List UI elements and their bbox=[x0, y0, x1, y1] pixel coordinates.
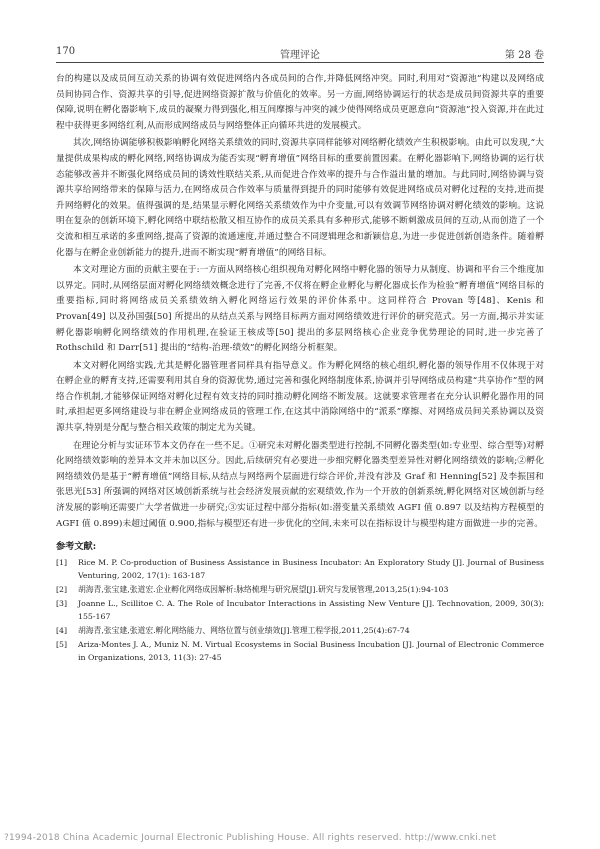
paragraph: 本文对孵化网络实践,尤其是孵化器管理者同样具有指导意义。作为孵化网络的核心组织,孵化器的领导作用不仅体现于对在孵企业的孵育支持,还需要利用其自身的资源优势,通过完善和强化网络制度体系,协调并引导网络成员构建“共享协作”型的网络合作机制,才能够保证网络对孵化过程有效支持的同时推动孵化网络不断发展。这就要求管理者在充分认识孵化器作用的同时,承担起更多网络建设与非在孵企业网络成员的管理工作,在这其中消除网络中的“派系”摩擦、对网络成员间关系协调以及资源共享,特别是分配与整合相关政策的制定尤为关键。 bbox=[56, 360, 544, 434]
reference-item bbox=[56, 583, 544, 596]
reference-number: [5] bbox=[56, 640, 68, 650]
reference-text: 胡海青,张宝建,张道宏.孵化网络能力、网络位置与创业绩效[J].管理工程学报,2011,25(4):67-74 bbox=[78, 626, 410, 636]
copyright-footer: ?1994-2018 China Academic Journal Electronic Publishing House. All rights reserved. http://www.cnki.net bbox=[4, 833, 497, 843]
reference-text: Joanne L., Scillitoe C. A. The Role of Incubator Interactions in Assisting New Venture [J]. Technovation, 2009, 30(3): 155-167 bbox=[78, 599, 544, 622]
references-heading: 参考文献: bbox=[56, 541, 97, 553]
page-number: 170 bbox=[56, 46, 76, 57]
journal-name: 管理评论 bbox=[280, 50, 320, 61]
paragraph: 其次,网络协调能够积极影响孵化网络关系绩效的同时,资源共享同样能够对网络孵化绩效产生积极影响。由此可以发现,“大量提供成果构成的孵化网络,网络协调成为能否实现“孵育增值”网络目标的重要前置因素。在孵化器影响下,网络协调的运行状态能够改善并不断强化网络成员间的诱效性联结关系,从而促进合作效率的提升与合作溢出量的增加。与此同时,网络协调与资源共享给网络带来的保障与活力,在网络成员合作效率与质量得到提升的同时能够有效促进网络成员对孵化过程的支持,进而提升网络孵化的效果。值得强调的是,结果显示孵化网络关系绩效作为中介变量,可以有效调节网络协调对孵化绩效的影响。这说明在复杂的创新环境下,孵化网络中联结松散又相互协作的成员关系具有多种形式,能够不断刺激成员间的互动,从而创造了一个交流和相互承诺的多重网络,提高了资源的流通速度,并通过整合不同逻辑理念和新颖信息,为进一步促进创新创造条件。随着孵化器与在孵企业创新能力的提升,进而不断实现“孵育增值”的网络目标。 bbox=[56, 138, 544, 258]
running-header bbox=[56, 44, 544, 62]
reference-item bbox=[56, 597, 544, 623]
reference-number: [2] bbox=[56, 585, 68, 595]
paragraph: 本文对理论方面的贡献主要在于:一方面从网络核心组织视角对孵化网络中孵化器的领导力从制度、协调和平台三个维度加以界定。同时,从网络层面对孵化网络绩效概念进行了完善,不仅将在孵企业孵化与孵化器成长作为检验“孵育增值”网络目标的重要指标,同时将网络成员关系绩效纳入孵化网络运行效果的评价体系中。这同样符合 Provan 等[48]、Kenis 和 Provan[49] 以及孙国强[50] 所提出的从结点关系与网络目标两方面对网络绩效进行评价的研究范式。另一方面,揭示并实证孵化器影响孵化网络绩效的作用机理,在验证王核成等[50] 提出的多层网络核心企业竞争优势理论的同时,进一步完善了 Rothschild 和 Darr[51] 提出的“结构-治理-绩效”的孵化网络分析框架。 bbox=[56, 265, 544, 354]
reference-text: Ariza-Montes J. A., Muniz N. M. Virtual Ecosystems in Social Business Incubation [J]. Journal of Electronic Commerce in Organizations, 2013, 11(3): 27-45 bbox=[78, 640, 544, 663]
volume-label: 第 28 卷 bbox=[504, 50, 544, 61]
reference-item bbox=[56, 556, 544, 582]
article-body bbox=[56, 72, 544, 665]
header-divider bbox=[56, 62, 544, 63]
reference-number: [3] bbox=[56, 599, 68, 609]
reference-number: [4] bbox=[56, 626, 68, 636]
reference-item bbox=[56, 624, 544, 637]
reference-text: 胡海青,张宝建,张道宏.企业孵化网络成因解析:脉络梳理与研究展望[J].研究与发展管理,2013,25(1):94-103 bbox=[78, 585, 449, 595]
paragraph: 在理论分析与实证环节本文仍存在一些不足。①研究未对孵化器类型进行控制,不同孵化器类型(如:专业型、综合型等)对孵化网络绩效影响的差异本文并未加以区分。因此,后续研究有必要进一步细究孵化器类型差异性对孵化网络绩效的影响;②孵化网络绩效仍是基于“孵育增值”网络目标,从结点与网络两个层面进行综合评价,并没有涉及 Graf 和 Henning[52] 及李振国和张思光[53] 所强调的网络对区域创新系统与社会经济发展贡献的宏观绩效,作为一个开放的创新系统,孵化网络对区域创新与经济发展的影响还需要广大学者做进一步研究;③实证过程中部分指标(如:潜变量关系绩效 AGFI 值 0.897 以及结构方程模型的 AGFI 值 0.899)未超过阈值 0.900,指标与模型还有进一步优化的空间,未来可以在指标设计与模型构建方面做进一步的完善。 bbox=[56, 440, 544, 529]
reference-item bbox=[56, 638, 544, 664]
paragraph: 台的构建以及成员间互动关系的协调有效促进网络内各成员间的合作,并降低网络冲突。同时,利用对“资源池”构建以及网络成员间协同合作、资源共享的引导,促进网络资源扩散与价值化的效率。另一方面,网络协调运行的状态是成员间资源共享的重要保障,说明在孵化器影响下,成员的凝聚力得到强化,相互间摩擦与冲突的减少使得网络成员更愿意向“资源池”投入资源,并在此过程中获得更多网络红利,从而形成网络成员与网络整体正向循环共进的发展模式。 bbox=[56, 74, 544, 131]
reference-text: Rice M. P. Co-production of Business Assistance in Business Incubator: An Exploratory Study [J]. Journal of Business Venturing, 2002, 17(1): 163-187 bbox=[78, 558, 544, 581]
reference-number: [1] bbox=[56, 558, 68, 568]
